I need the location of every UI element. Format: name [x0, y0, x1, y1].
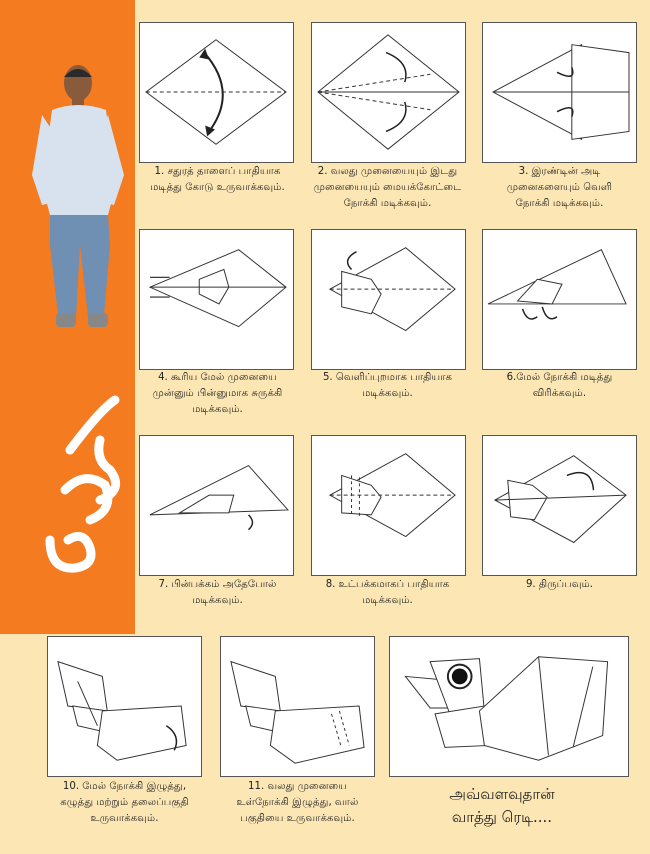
- step-2-caption: 2. வலது முனையையும் இடது முனையையும் மையக்கோட்டை நோக்கி மடிக்கவும்.: [313, 166, 462, 209]
- step-6-diagram: [482, 229, 637, 370]
- step-11-caption: 11. வலது முனையை உள்நோக்கி இழுத்து, வால் பகுதியை உருவாக்கவும்.: [236, 781, 359, 824]
- step-6-caption: 6.மேல் நோக்கி மடித்து விரிக்கவும்.: [506, 372, 613, 399]
- step-7-diagram: [139, 435, 294, 576]
- step-9-diagram: [482, 435, 637, 576]
- step-8-diagram: [311, 435, 466, 576]
- step-9-caption: 9. திருப்பவும்.: [525, 579, 594, 590]
- step-5-diagram: [311, 229, 466, 370]
- finished-duck-diagram: [389, 636, 629, 777]
- step-3-caption: 3. இரண்டின் அடி முனைகளையும் வெளி நோக்கி மடிக்கவும்.: [506, 166, 613, 209]
- step-10-diagram: [47, 636, 202, 777]
- author-photo: [30, 55, 145, 350]
- step-4-caption: 4. கூரிய மேல் முனையை முன்னும் பின்னுமாக சுருக்கி மடிக்கவும்.: [152, 372, 283, 415]
- title-lettering-art: [40, 380, 135, 580]
- step-4-diagram: [139, 229, 294, 370]
- step-5-caption: 5. வெளிப்புறமாக பாதியாக மடிக்கவும்.: [322, 372, 453, 399]
- final-message: அவ்வளவுதான் வாத்து ரெடி....: [449, 785, 555, 826]
- step-1-diagram: [139, 22, 294, 163]
- step-7-caption: 7. பின்பக்கம் அதேபோல் மடிக்கவும்.: [158, 579, 277, 606]
- step-8-caption: 8. உட்பக்கமாகப் பாதியாக மடிக்கவும்.: [325, 579, 450, 606]
- step-10-caption: 10. மேல் நோக்கி இழுத்து, கழுத்து மற்றும் தலைப்பகுதி உருவாக்கவும்.: [60, 781, 189, 824]
- step-1-caption: 1. சதுரத் தாளைப் பாதியாக மடித்து கோடு உருவாக்கவும்.: [150, 166, 285, 193]
- step-11-diagram: [220, 636, 375, 777]
- step-3-diagram: [482, 22, 637, 163]
- step-2-diagram: [311, 22, 466, 163]
